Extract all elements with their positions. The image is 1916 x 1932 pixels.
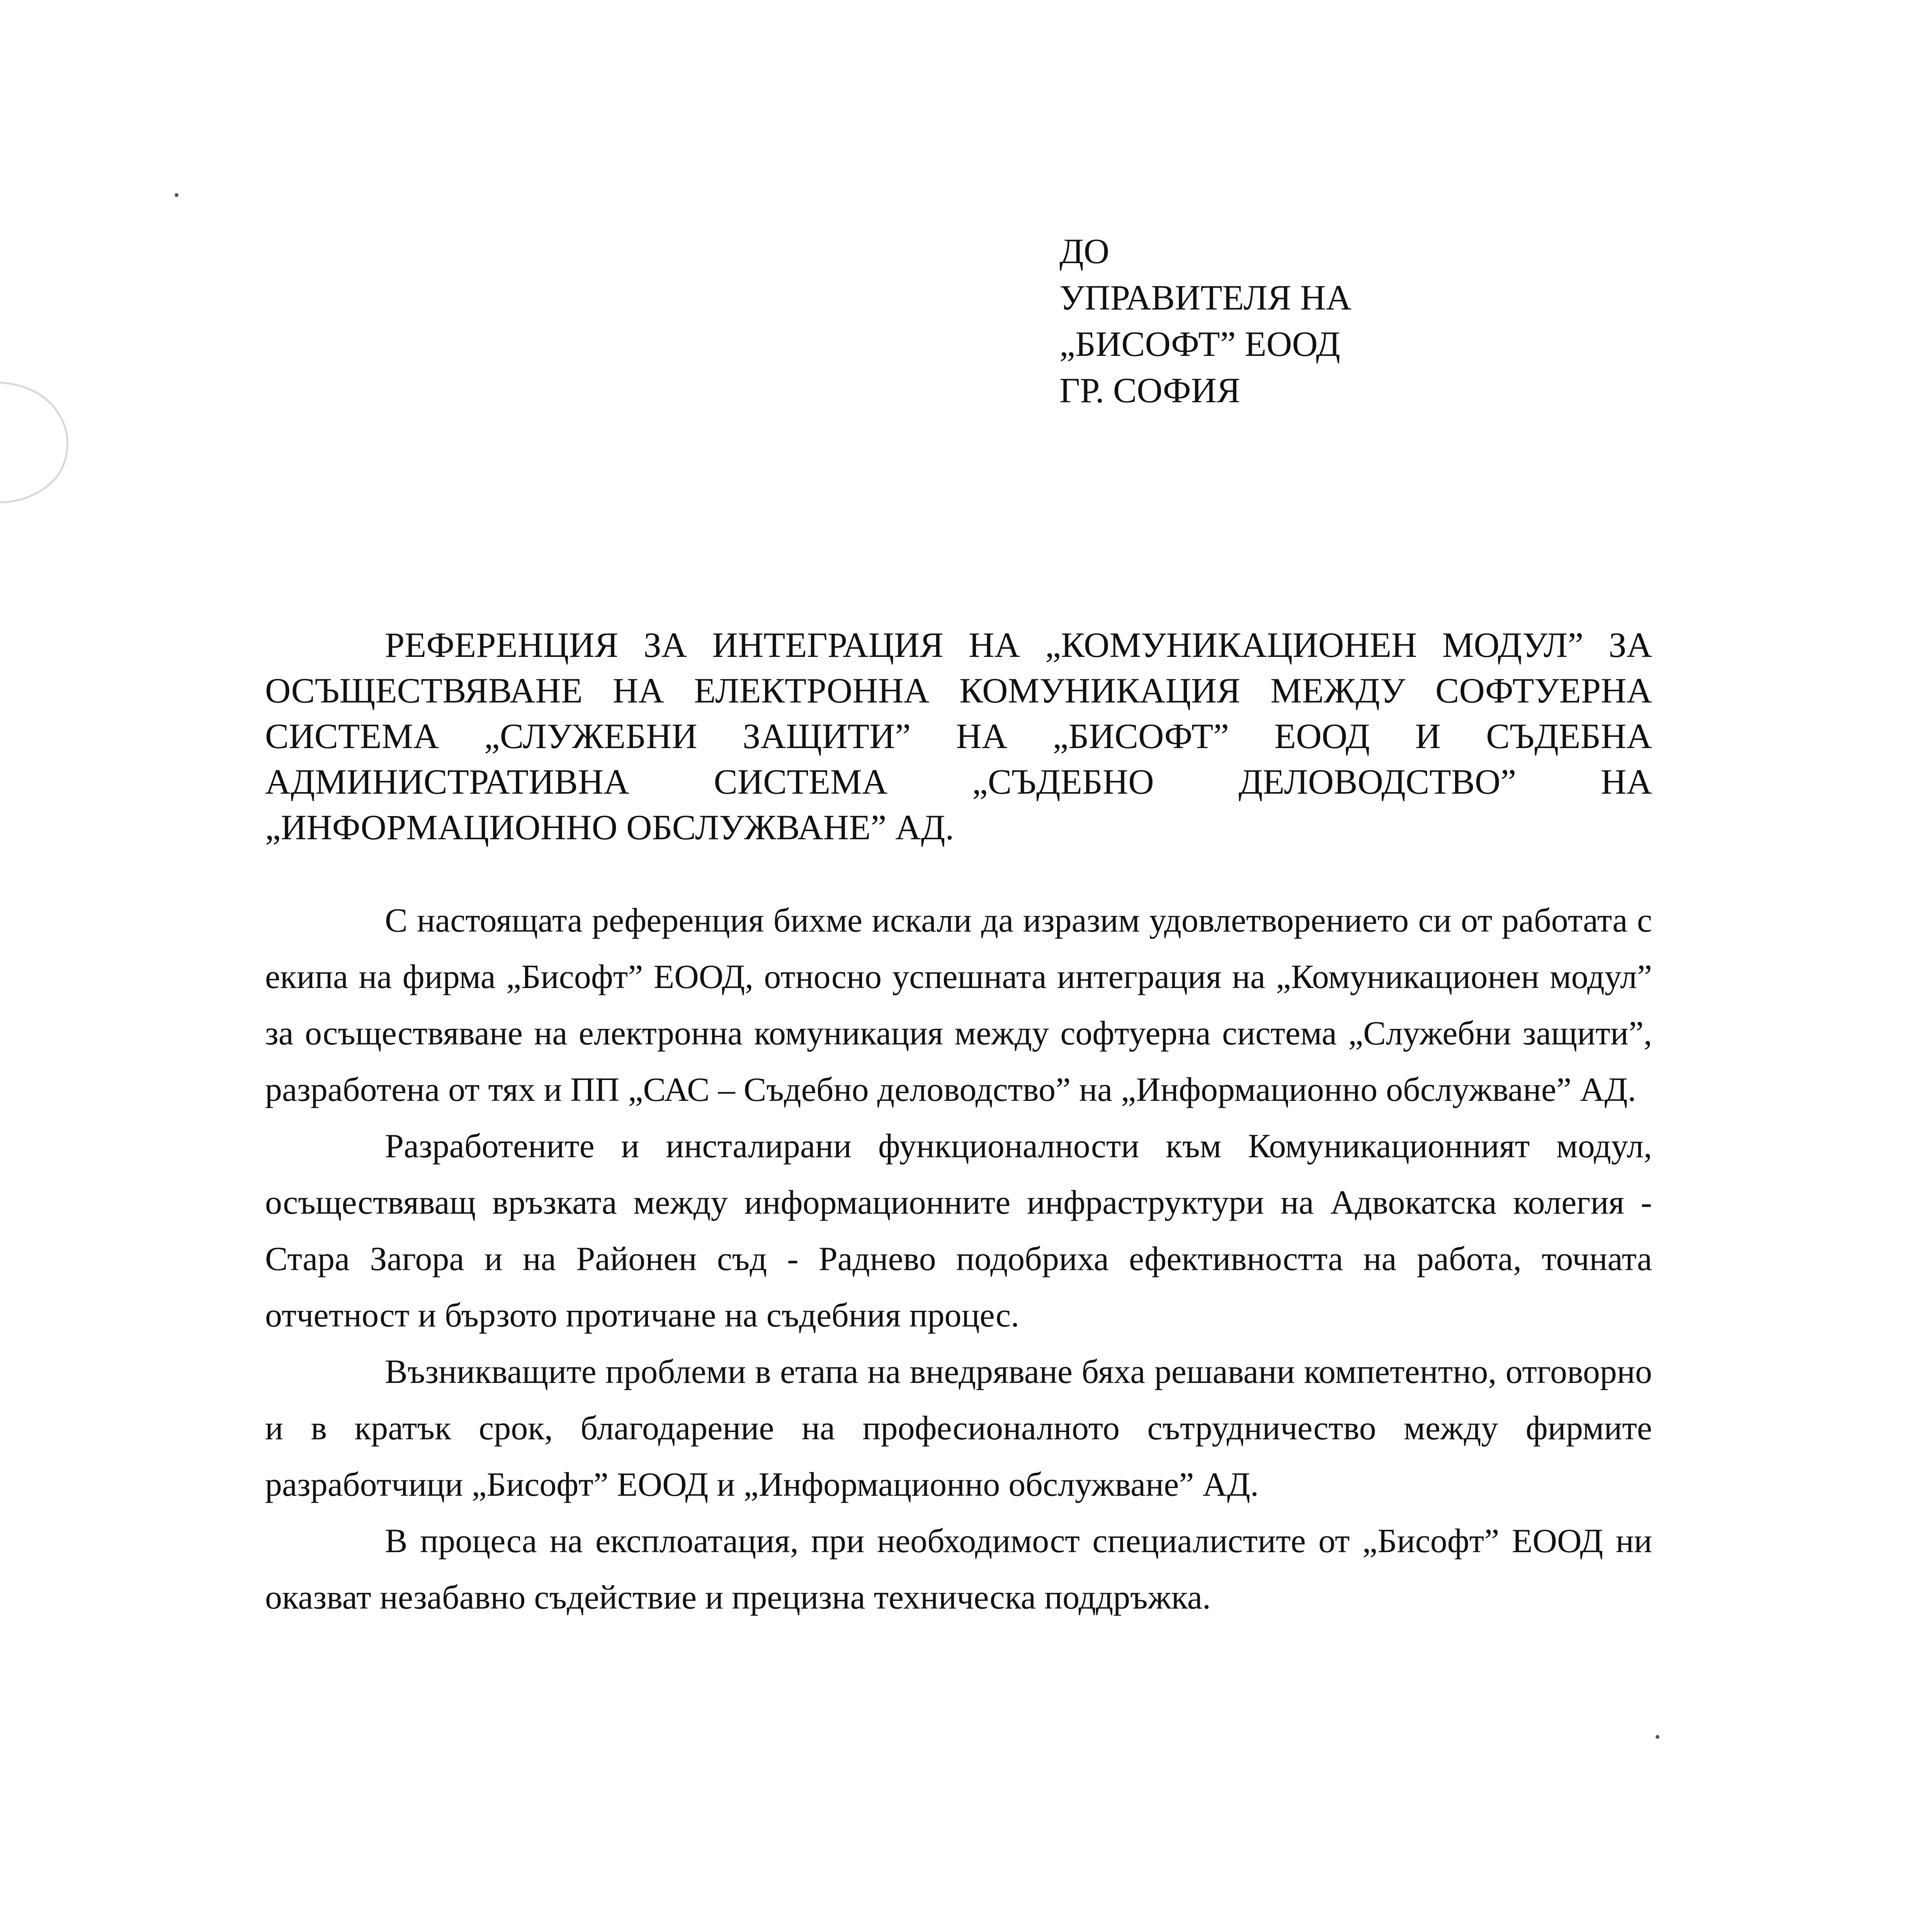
scan-speck <box>175 193 179 197</box>
punch-hole-mark <box>0 371 85 510</box>
addressee-line: УПРАВИТЕЛЯ НА <box>1059 278 1352 317</box>
addressee-line: ДО <box>1059 231 1110 271</box>
body-paragraph: С настоящата референция бихме искали да изразим удовлетворението си от работата с екипа на фирма „Бисофт” ЕООД, относно успешната интеграция на „Комуникационен модул” за осъществяване на електронна комуникация между софтуерна система „Служебни защити”, разработена от тях и ПП „САС – Съдебно деловодство” на „Информационно обслужване” АД. <box>265 902 1652 1109</box>
addressee-line: ГР. СОФИЯ <box>1059 371 1241 410</box>
addressee-block <box>1059 228 1352 413</box>
body-paragraph: Разработените и инсталирани функционалности към Комуникационният модул, осъществяващ връзката между информационните инфраструктури на Адвокатска колегия - Стара Загора и на Районен съд - Раднево подобриха ефективността на работа, точната отчетност и бързото протичане на съдебния процес. <box>265 1128 1652 1334</box>
addressee-line: „БИСОФТ” ЕООД <box>1059 324 1340 364</box>
letter-body <box>265 893 1652 1626</box>
body-paragraph: В процеса на експлоатация, при необходимост специалистите от „Бисофт” ЕООД ни оказват незабавно съдействие и прецизна техническа поддръжка. <box>265 1522 1652 1616</box>
scan-speck <box>1656 1735 1659 1739</box>
subject-heading: РЕФЕРЕНЦИЯ ЗА ИНТЕГРАЦИЯ НА „КОМУНИКАЦИОНЕН МОДУЛ” ЗА ОСЪЩЕСТВЯВАНЕ НА ЕЛЕКТРОННА КОМУНИКАЦИЯ МЕЖДУ СОФТУЕРНА СИСТЕМА „СЛУЖЕБНИ ЗАЩИТИ” НА „БИСОФТ” ЕООД И СЪДЕБНА АДМИНИСТРАТИВНА СИСТЕМА „СЪДЕБНО ДЕЛОВОДСТВО” НА „ИНФОРМАЦИОННО ОБСЛУЖВАНЕ” АД. <box>265 625 1652 847</box>
body-paragraph: Възникващите проблеми в етапа на внедряване бяха решавани компетентно, отговорно и в кратък срок, благодарение на професионалното сътрудничество между фирмите разработчици „Бисофт” ЕООД и „Информационно обслужване” АД. <box>265 1353 1652 1503</box>
